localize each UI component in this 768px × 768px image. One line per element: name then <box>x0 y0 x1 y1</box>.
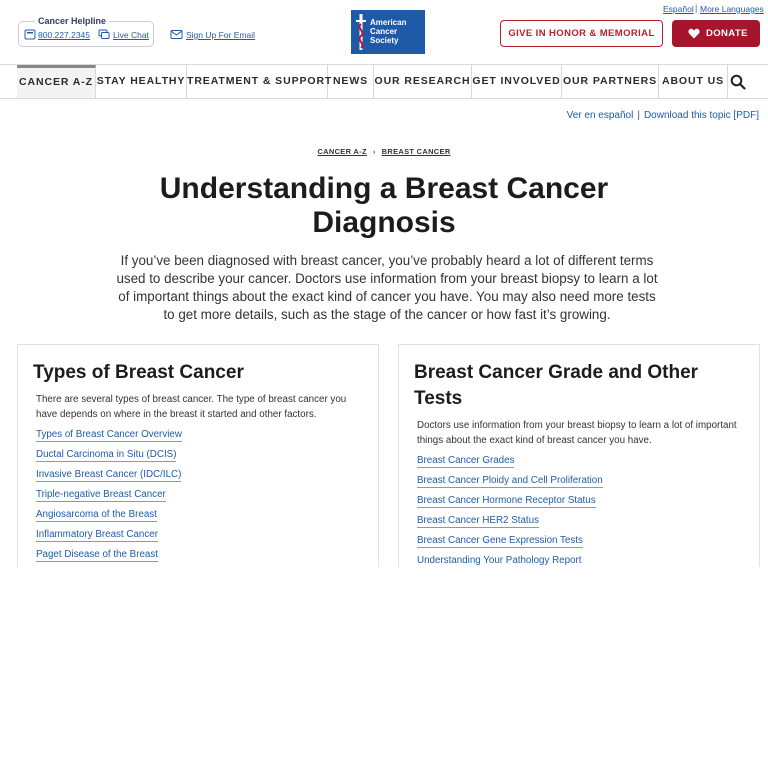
give-in-honor-button[interactable]: GIVE IN HONOR & MEMORIAL <box>500 20 663 47</box>
logo-wordmark <box>370 18 406 45</box>
card-link[interactable]: Invasive Breast Cancer (IDC/ILC) <box>36 469 182 480</box>
donate-label: DONATE <box>706 28 748 39</box>
breadcrumb <box>0 147 768 156</box>
types-of-breast-cancer-card <box>17 344 379 572</box>
donate-button[interactable] <box>672 20 760 47</box>
card-title: Types of Breast Cancer <box>33 362 244 383</box>
nav-news[interactable]: NEWS <box>328 65 374 98</box>
card-link[interactable]: Understanding Your Pathology Report <box>417 555 582 566</box>
helpline-title: Cancer Helpline <box>35 16 109 26</box>
card-link[interactable]: Ductal Carcinoma in Situ (DCIS) <box>36 449 177 460</box>
search-icon[interactable] <box>730 74 746 90</box>
card-description: There are several types of breast cancer. The type of breast cancer you have depends on where in the breast it started and other factors. <box>36 394 347 420</box>
intro-paragraph: If you’ve been diagnosed with breast cancer, you’ve probably heard a lot of different terms used to describe your cancer. Doctors use information from your breast biopsy to learn a lot of important things about the exact kind of cancer you have. You may also need more tests to get more details, such as the stage of the cancer or how fast it’s growing. <box>116 253 658 322</box>
nav-stay-healthy[interactable]: STAY HEALTHY <box>96 65 187 98</box>
nav-treatment-support[interactable]: TREATMENT & SUPPORT <box>187 65 328 98</box>
site-header <box>0 0 768 66</box>
topic-links <box>567 110 759 121</box>
nav-get-involved[interactable]: GET INVOLVED <box>472 65 562 98</box>
card-link[interactable]: Breast Cancer Ploidy and Cell Proliferation <box>417 475 603 486</box>
card-link[interactable]: Triple-negative Breast Cancer <box>36 489 166 500</box>
nav-our-partners[interactable]: OUR PARTNERS <box>562 65 659 98</box>
card-description: Doctors use information from your breast biopsy to learn a lot of important things about the exact kind of breast cancer you have. <box>417 420 737 446</box>
card-link[interactable]: Breast Cancer Hormone Receptor Status <box>417 495 596 506</box>
logo-word-3: Society <box>370 36 399 45</box>
card-link[interactable]: Inflammatory Breast Cancer <box>36 529 158 540</box>
logo-word-1: American <box>370 18 407 27</box>
heart-icon <box>688 28 700 39</box>
phone-icon <box>24 29 36 40</box>
card-link[interactable]: Types of Breast Cancer Overview <box>36 429 182 440</box>
nav-cancer-a-z[interactable]: CANCER A-Z <box>17 65 96 98</box>
helpline-phone-link[interactable]: 800.227.2345 <box>38 30 90 40</box>
sword-logo-icon <box>354 12 368 52</box>
nav-about-us[interactable]: ABOUT US <box>659 65 728 98</box>
live-chat-link[interactable]: Live Chat <box>113 30 149 40</box>
spanish-version-link[interactable]: Ver en español <box>566 110 634 121</box>
language-separator: | <box>695 3 698 13</box>
chat-icon <box>98 29 110 40</box>
signup-email-link[interactable]: Sign Up For Email <box>186 30 255 40</box>
card-title: Breast Cancer Grade and Other Tests <box>414 362 699 409</box>
breadcrumb-chevron-icon: › <box>372 147 376 156</box>
grade-and-tests-card <box>398 344 760 572</box>
breadcrumb-cancer-a-z[interactable]: CANCER A-Z <box>317 147 367 156</box>
card-link[interactable]: Breast Cancer Gene Expression Tests <box>417 535 583 546</box>
breadcrumb-breast-cancer[interactable]: BREAST CANCER <box>381 147 451 156</box>
download-pdf-link[interactable]: Download this topic [PDF] <box>643 110 759 121</box>
blank-area <box>0 567 768 768</box>
card-link[interactable]: Breast Cancer HER2 Status <box>417 515 539 526</box>
card-link[interactable]: Paget Disease of the Breast <box>36 549 158 560</box>
nav-our-research[interactable]: OUR RESEARCH <box>374 65 472 98</box>
email-icon <box>170 29 183 40</box>
language-espanol-link[interactable]: Español <box>663 4 694 14</box>
page-title: Understanding a Breast Cancer Diagnosis <box>159 172 609 239</box>
logo-word-2: Cancer <box>370 27 398 36</box>
card-link[interactable]: Angiosarcoma of the Breast <box>36 509 157 520</box>
card-link[interactable]: Breast Cancer Grades <box>417 455 515 466</box>
acs-logo[interactable] <box>351 10 425 54</box>
main-nav <box>0 64 768 99</box>
more-languages-link[interactable]: More Languages <box>700 4 764 14</box>
topic-links-separator: | <box>637 110 640 121</box>
